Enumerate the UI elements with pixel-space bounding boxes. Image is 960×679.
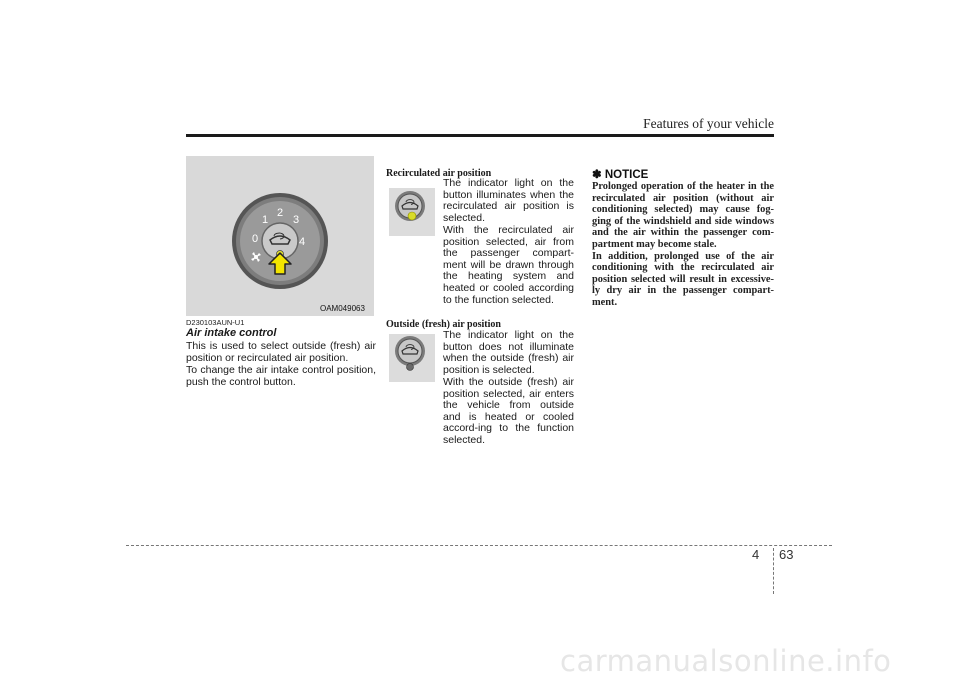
notice-title [592,167,648,181]
footer-dashed-rule [126,545,832,546]
watermark: carmanualsonline.info [560,644,892,678]
recirc-paragraph-2: With the recirculated air position selected, air from the passenger compart-ment will be drawn through the heating system and heated or cooled according to the function selected. [443,224,574,306]
section-header-title: Features of your vehicle [643,116,774,131]
dial-label-1: 1 [262,214,269,226]
fresh-paragraph-1: The indicator light on the button does not illuminate when the outside (fresh) air position is selected. [443,329,574,376]
reference-code: D230103AUN-U1 [186,318,245,327]
recirc-button-figure [389,188,435,236]
notice-body [592,181,774,309]
fresh-paragraph-2: With the outside (fresh) air position selected, air enters the vehicle from outside and is heated or cooled accord-ing to the function selected. [443,376,574,446]
notice-label: NOTICE [604,169,649,181]
dial-label-2: 2 [277,207,284,219]
page-number: 63 [779,547,794,562]
notice-paragraph-1: Prolonged operation of the heater in the recirculated air position (without air conditioning selected) may cause fog-ging of the windshield and side windows and the air within the passenger com-partment may become stale. [592,181,774,250]
header-rule [186,134,774,137]
indicator-light-on-icon [408,212,416,220]
dial-figure [186,156,374,316]
intro-paragraph: This is used to select outside (fresh) air position or recirculated air position. [186,340,376,364]
dial-label-3: 3 [293,214,300,226]
notice-paragraph-2: In addition, prolonged use of the air conditioning with the recirculated air position selected will result in excessive-ly dry air in the passenger compart-ment. [592,250,774,308]
fresh-heading: Outside (fresh) air position [386,319,501,330]
fresh-button-figure [389,334,435,382]
indicator-light-off-icon [407,364,414,371]
control-dial-illustration [186,156,374,316]
dial-label-4: 4 [299,236,306,248]
section-title: Air intake control [186,327,277,339]
instruction-paragraph: To change the air intake control position, push the control button. [186,364,376,388]
figure-code: OAM049063 [320,304,365,313]
dial-label-0: 0 [252,233,259,245]
chapter-number: 4 [752,547,760,562]
footer-dashed-divider [773,548,774,594]
notice-symbol-icon: ✽ [592,169,602,181]
recirc-heading: Recirculated air position [386,168,492,179]
recirc-paragraph-1: The indicator light on the button illuminates when the recirculated air position is selected. [443,177,574,224]
